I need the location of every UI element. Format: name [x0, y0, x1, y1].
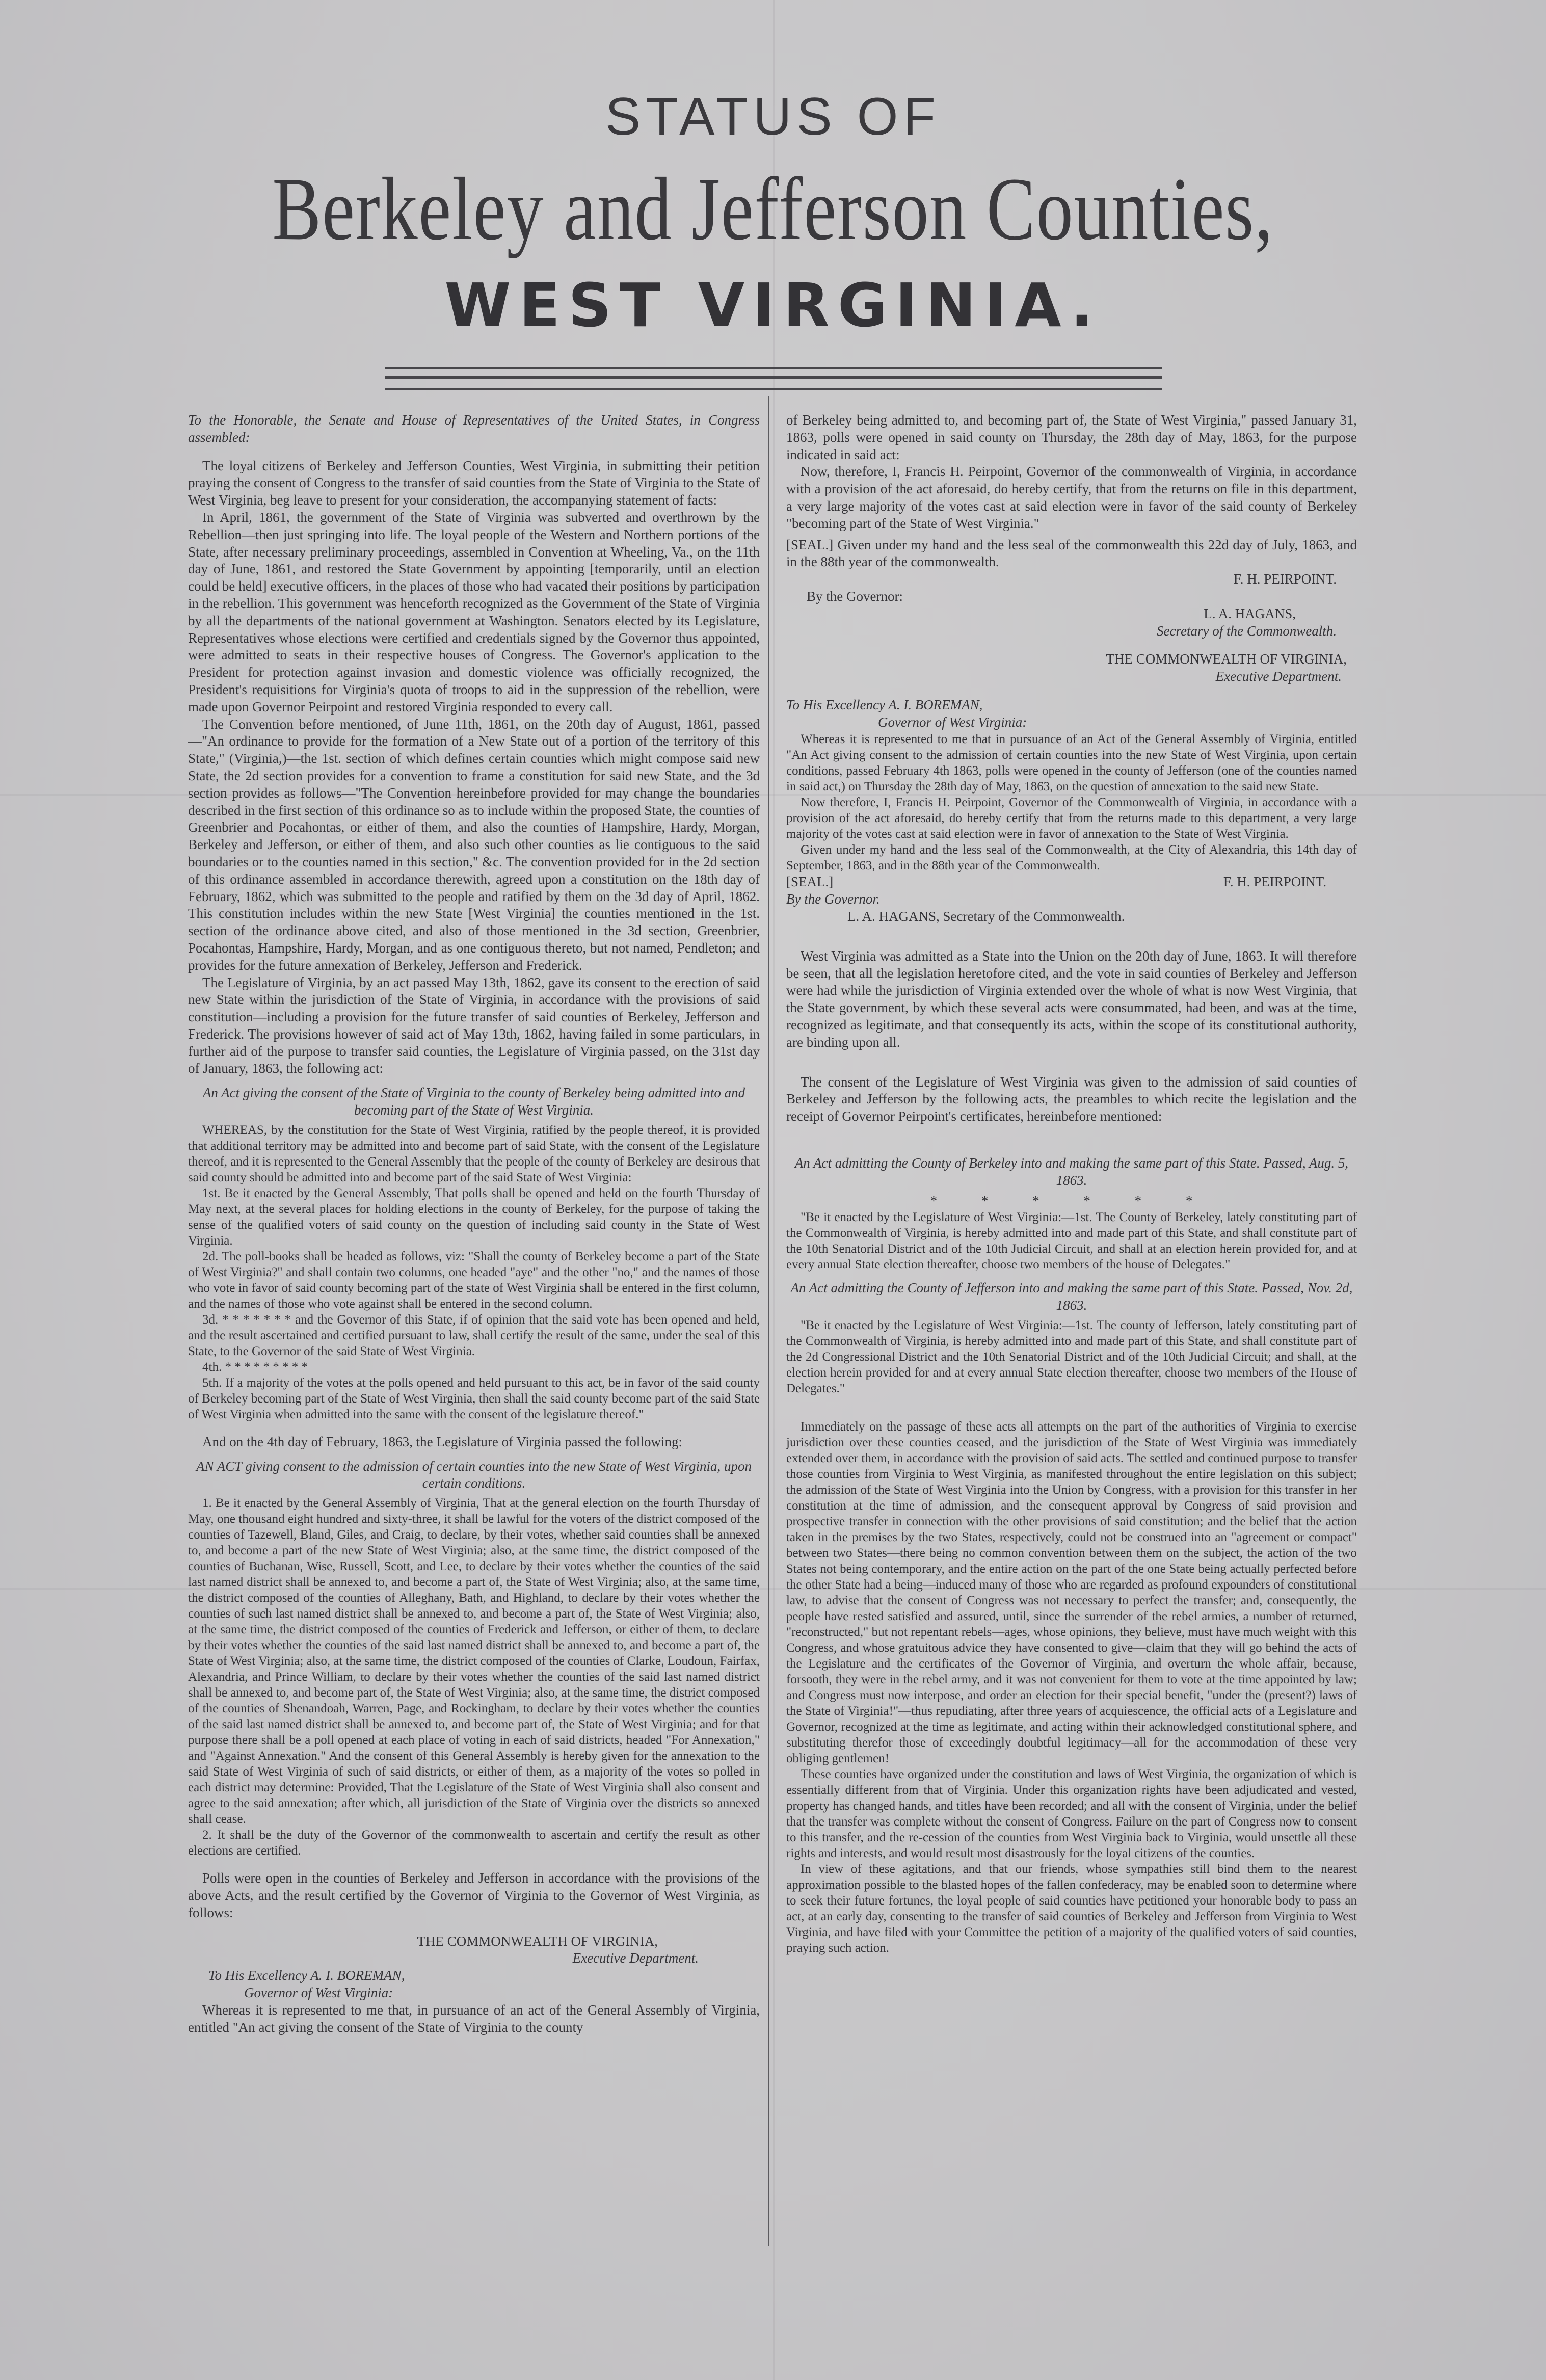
secretary-title: Secretary of the Commonwealth.: [1157, 623, 1337, 639]
paragraph: Whereas it is represented to me that, in pursuance of an act of the General Assembly of Virginia, entitled "An act giving the consent of the State of Virginia to the county: [188, 2002, 760, 2035]
given-text: Given under my hand and the less seal of the commonwealth this 22d day of July, 1863, and in the 88th year of the commonwealth.: [786, 537, 1357, 570]
act-clause: 2. It shall be the duty of the Governor of the commonwealth to ascertain and certify the result as other elections are certified.: [188, 1828, 760, 1858]
addressee: To His Excellency A. I. BOREMAN,: [786, 697, 983, 712]
paragraph: Now, therefore, I, Francis H. Peirpoint, Governor of the commonwealth of Virginia, in accordance with a provision of the act aforesaid, do hereby certify, that from the returns on file in this department, a very large majority of the votes cast at said election were in favor of the said county of Berkeley "becoming part of the State of West Virginia.": [786, 464, 1357, 531]
right-column: [786, 412, 1357, 1956]
paragraph: of Berkeley being admitted to, and becoming part of, the State of West Virginia," passed January 31, 1863, polls were opened in said county on Thursday, the 28th day of May, 1863, for the purpose indicated in said act:: [786, 412, 1357, 462]
act-clause: 2d. The poll-books shall be headed as follows, viz: "Shall the county of Berkeley become a part of the State of West Virginia?" and shall contain two columns, one headed "aye" and the other "no," and the names of those who vote in favor of said county becoming part of the state of West Virginia shall be entered in the first column, and the names of those who vote against shall be entered in the second column.: [188, 1249, 760, 1311]
title-status-of: STATUS OF: [605, 87, 941, 146]
seal-mark: [SEAL.]: [786, 537, 834, 552]
paragraph: The Convention before mentioned, of June 11th, 1861, on the 20th day of August, 1861, passed—"An ordinance to provide for the formation of a New State out of a portion of the territory of this State," (Virginia,)—the 1st. section of which defines certain counties which might compose said new State, the 2d section provides for a convention to frame a constitution for said new State, and the 3d section provides as follows—"The Convention hereinbefore provided for may change the boundaries described in the first section of this ordinance so as to include within the proposed State, the counties of Greenbrier and Pocahontas, or either of them, and also the counties of Hampshire, Hardy, Morgan, Berkeley and Jefferson, or either of them, and also such other counties as lie contiguous to the said boundaries or to the counties named in this section," &c. The convention provided for in the 2d section of this ordinance assembled in accordance therewith, agreed upon a constitution on the 18th day of February, 1862, which was submitted to the people and ratified by them on the 3d day of April, 1862. This constitution includes within the new State [West Virginia] the counties mentioned in the 1st. section of the ordinance above cited, and also of those mentioned in the 3d section, Greenbrier, Pocahontas, Hampshire, Hardy, Morgan, and as one contiguous thereto, but not named, Pendleton; and provides for the future annexation of Berkeley, Jefferson and Frederick.: [188, 716, 760, 973]
act-clause: 1. Be it enacted by the General Assembly of Virginia, That at the general election on the fourth Thursday of May, one thousand eight hundred and sixty-three, it shall be lawful for the voters of the district composed of the counties of Tazewell, Bland, Giles, and Craig, to declare, by their votes, whether said counties shall be annexed to, and become a part of the new State of West Virginia; also, at the same time, the district composed of the counties of Buchanan, Wise, Russell, Scott, and Lee, to declare by their votes whether the counties of the said last named district shall be annexed to, and become a part of, the State of West Virginia; also, at the same time, the district composed of the counties of Alleghany, Bath, and Highland, to declare by their votes whether the counties of such last named district shall be annexed to, and become a part of, the State of West Virginia; also, at the same time, the district composed of the counties of Frederick and Jefferson, or either of them, to declare by their votes whether the counties of the said last named district shall be annexed to, and become a part of, the State of West Virginia; also, at the same time, the district composed of the counties of Clarke, Loudoun, Fairfax, Alexandria, and Prince William, to declare by their votes whether the counties of the said last named district shall be annexed to, and become part of, the State of West Virginia; also, at the same time, the district composed of the counties of Shenandoah, Warren, Page, and Rockingham, to declare by their votes whether the counties of the said last named district shall be annexed to, and become part of, the State of West Virginia; and for that purpose there shall be a poll opened at each place of voting in each of said districts, headed "For Annexation," and "Against Annexation." And the consent of this General Assembly is hereby given for the annexation to the said State of West Virginia of such of said districts, or either of them, as a majority of the votes so polled in each district may determine: Provided, That the Legislature of the State of West Virginia shall also consent and agree to the said annexation; after which, all jurisdiction of the State of Virginia over the districts so annexed shall cease.: [188, 1496, 760, 1827]
paragraph: Polls were open in the counties of Berkeley and Jefferson in accordance with the provisions of the above Acts, and the result certified by the Governor of Virginia to the Governor of West Virginia, as follows:: [188, 1870, 760, 1920]
column-divider: [768, 396, 769, 2246]
paragraph: West Virginia was admitted as a State into the Union on the 20th day of June, 1863. It will therefore be seen, that all the legislation heretofore cited, and the vote in said counties of Berkeley and Jefferson were had while the jurisdiction of Virginia extended over the whole of what is now West Virginia, that the State government, by which these several acts were consummated, had been, and was at the time, recognized as legitimate, and that consequently its acts, within the scope of its constitutional authority, are binding upon all.: [786, 948, 1357, 1050]
act-clause: 4th. * * * * * * * * *: [202, 1360, 308, 1374]
department-heading: Executive Department.: [572, 1950, 699, 1966]
paragraph: The consent of the Legislature of West Virginia was given to the admission of said counties of Berkeley and Jefferson by the following acts, the preambles to which recite the legislation and the receipt of Governor Peirpoint's certificates, hereinbefore mentioned:: [786, 1074, 1357, 1124]
paragraph: And on the 4th day of February, 1863, the Legislature of Virginia passed the following:: [202, 1434, 682, 1449]
by-governor: By the Governor:: [807, 588, 903, 604]
title-counties: Berkeley and Jefferson Counties,: [272, 160, 1274, 259]
addressee-title: Governor of West Virginia:: [244, 1985, 393, 2001]
department-heading: Executive Department.: [1215, 669, 1342, 684]
salutation: To the Honorable, the Senate and House of Representatives of the United States, in Congress assembled:: [188, 412, 760, 445]
act-title: An Act admitting the County of Berkeley into and making the same part of this State. Passed, Aug. 5, 1863.: [794, 1155, 1349, 1188]
title-west-virginia: WEST VIRGINIA.: [444, 270, 1102, 340]
act-clause: 3d. * * * * * * * and the Governor of this State, if of opinion that the said vote has been opened and held, and the result ascertained and certified pursuant to law, shall certify the result of the same, under the seal of this State, to the Governor of the said State of West Virginia.: [188, 1312, 760, 1358]
by-governor: By the Governor.: [786, 891, 880, 907]
left-column: [188, 412, 760, 2036]
secretary-line: L. A. HAGANS, Secretary of the Commonwealth.: [847, 908, 1125, 924]
act-clause: WHEREAS, by the constitution for the State of West Virginia, ratified by the people thereof, it is provided that additional territory may be admitted into and become part of said State, with the consent of the Legislature thereof, and it is represented to the General Assembly that the people of the county of Berkeley are desirous that said county should be admitted into and become part of the said State of West Virginia:: [188, 1123, 760, 1184]
paragraph: In April, 1861, the government of the State of Virginia was subverted and overthrown by the Rebellion—then just springing into life. The loyal people of the Western and Northern portions of the State, after necessary preliminary proceedings, assembled in Convention at Wheeling, Va., on the 11th day of June, 1861, and restored the State Government by appointing [temporarily, until an election could be held] executive officers, in the places of those who had vacated their positions by participation in the rebellion. This government was henceforth recognized as the Government of the State of Virginia by all the departments of the national government at Washington. Senators elected by its Legislature, Representatives whose elections were certified and credentials signed by the Governor thus appointed, were admitted to seats in their respective houses of Congress. The Governor's application to the President for protection against invasion and domestic violence was officially recognized, the President's requisitions for Virginia's quota of troops to aid in the suppression of the rebellion, were made upon Governor Peirpoint and restored Virginia responded to every call.: [188, 509, 760, 715]
commonwealth-heading: THE COMMONWEALTH OF VIRGINIA,: [1106, 651, 1347, 667]
paragraph: These counties have organized under the constitution and laws of West Virginia, the organization of which is essentially different from that of Virginia. Under this organization rights have been adjudicated and vested, property has changed hands, and titles have been recorded; and all with the consent of Virginia, under the belief that the transfer was complete without the consent of Congress. Failure on the part of Congress now to consent to this transfer, and the re-cession of the counties from West Virginia back to Virginia, would unsettle all these rights and interests, and would result most disastrously for the loyal citizens of the counties.: [786, 1767, 1357, 1860]
paragraph: Immediately on the passage of these acts all attempts on the part of the authorities of Virginia to exercise jurisdiction over these counties ceased, and the jurisdiction of the State of West Virginia was immediately extended over them, in accordance with the provision of said acts. The settled and continued purpose to transfer those counties from Virginia to West Virginia, as manifested throughout the entire legislation on this subject; the admission of the State of West Virginia into the Union by Congress, with a provision for this transfer in her constitution at the time of admission, and the consequent approval by Congress of said provision and prospective transfer in connection with the other provisions of said constitution; and the belief that the action taken in the premises by the two States, respectively, could not be construed into an "agreement or compact" between two States—there being no common convention between them on the subject, the action of the two States not being contemporary, and the entire action on the part of the one State being actually perfected before the other State had a being—induced many of those who are regarded as profound expounders of constitutional law, to advise that the consent of Congress was not necessary to perfect the transfer; and, consequently, the people have rested satisfied and assured, until, since the surrender of the rebel armies, a number of returned, "reconstructed," but not repentant rebels—ages, whose opinions, they believe, must have much weight with this Congress, and whose gratuitous advice they have consented to give—claim that they will go behind the acts of the Legislature and the certificates of the Governor of Virginia, and overturn the whole affair, because, forsooth, they were in the rebel army, and it was not convenient for them to vote at the time appointed by law; and Congress must now interpose, and order an election for their special benefit, "under the (present?) laws of the State of Virginia!"—thus repudiating, after three years of acquiescence, the official acts of a Legislature and Governor, recognized at the time as legitimate, and acting within their acknowledged constitutional sphere, and substituting therefor those of exceedingly doubtful legitimacy—all for the accommodation of these very obliging gentlemen!: [786, 1419, 1357, 1765]
ellipsis-stars: * * * * * *: [930, 1193, 1213, 1208]
act-title: An Act giving the consent of the State of Virginia to the county of Berkeley being admitted into and becoming part of the State of West Virginia.: [202, 1085, 745, 1118]
paragraph: The Legislature of Virginia, by an act passed May 13th, 1862, gave its consent to the erection of said new State within the jurisdiction of the State of Virginia, in accordance with the provisions of said constitution—including a provision for the future transfer of said counties of Berkeley, Jefferson and Frederick. The provisions however of said act of May 13th, 1862, having failed in some particulars, in further aid of the purpose to transfer said counties, the Legislature of Virginia passed, on the 31st day of January, 1863, the following act:: [188, 974, 760, 1076]
title-rule: [385, 367, 1162, 390]
addressee-title: Governor of West Virginia:: [878, 714, 1027, 730]
addressee: To His Excellency A. I. BOREMAN,: [208, 1968, 405, 1984]
paragraph: Given under my hand and the less seal of the Commonwealth, at the City of Alexandria, this 14th day of September, 1863, and in the 88th year of the Commonwealth.: [786, 842, 1357, 872]
act-title: AN ACT giving consent to the admission of certain counties into the new State of West Virginia, upon certain conditions.: [196, 1458, 752, 1491]
act-clause: 1st. Be it enacted by the General Assembly, That polls shall be opened and held on the fourth Thursday of May next, at the several places for holding elections in the county of Berkeley, for the purpose of taking the sense of the qualified voters of said county on the question of including said county in the State of West Virginia.: [188, 1186, 760, 1248]
paragraph: The loyal citizens of Berkeley and Jefferson Counties, West Virginia, in submitting their petition praying the consent of Congress to the transfer of said counties from the State of Virginia to the State of West Virginia, beg leave to present for your consideration, the accompanying statement of facts:: [188, 458, 760, 508]
signature: F. H. PEIRPOINT.: [1223, 874, 1326, 890]
act-clause: 5th. If a majority of the votes at the polls opened and held pursuant to this act, be in favor of the said county of Berkeley becoming part of the State of West Virginia, then shall the said county become part of the said State of West Virginia when admitted into the same with the consent of the legislature thereof.": [188, 1376, 760, 1421]
fold-crease-vertical: [773, 0, 775, 2380]
paragraph: In view of these agitations, and that our friends, whose sympathies still bind them to the nearest approximation possible to the blasted hopes of the fallen confederacy, may be enabled soon to determine where to seek their future fortunes, the loyal people of said counties have petitioned your honorable body to pass an act, at an early day, consenting to the transfer of said counties of Berkeley and Jefferson from Virginia to West Virginia, and have filed with your Committee the petition of a majority of the qualified voters of said counties, praying such action.: [786, 1862, 1357, 1955]
commonwealth-heading: THE COMMONWEALTH OF VIRGINIA,: [417, 1933, 658, 1949]
act-clause: "Be it enacted by the Legislature of West Virginia:—1st. The County of Berkeley, lately constituting part of the Commonwealth of Virginia, is hereby admitted into and made part of this State, and shall constitute part of the 10th Senatorial District and of the 10th Judicial Circuit, and shall at an election herein provided for, and at every annual State election thereafter, choose two members of the house of Delegates.": [786, 1210, 1357, 1272]
secretary-name: L. A. HAGANS,: [1204, 605, 1296, 621]
paragraph: Now therefore, I, Francis H. Peirpoint, Governor of the Commonwealth of Virginia, in accordance with a provision of the act aforesaid, do hereby certify that from the returns made to this department, a very large majority of the votes cast at said election were in favor of annexation to the State of West Virginia.: [786, 795, 1357, 841]
seal-line: [786, 537, 1357, 571]
act-title: An Act admitting the County of Jefferson into and making the same part of this State. Passed, Nov. 2d, 1863.: [790, 1280, 1353, 1313]
act-clause: "Be it enacted by the Legislature of West Virginia:—1st. The county of Jefferson, lately constituting part of the Commonwealth of Virginia, is hereby admitted into and made part of this State, and shall constitute part of the 2d Congressional District and the 10th Senatorial District and of the 10th Judicial Circuit; and shall, at the election herein provided for and at every annual State election thereafter, choose two members of the House of Delegates.": [786, 1318, 1357, 1395]
signature: F. H. PEIRPOINT.: [1233, 571, 1337, 587]
seal-mark: [SEAL.]: [786, 874, 834, 889]
paragraph: Whereas it is represented to me that in pursuance of an Act of the General Assembly of Virginia, entitled "An Act giving consent to the admission of certain counties into the new State of West Virginia, upon certain conditions, passed February 4th 1863, polls were opened in the county of Jefferson (one of the counties named in said act,) on Thursday the 28th day of May, 1863, on the question of annexation to the said new State.: [786, 732, 1357, 794]
